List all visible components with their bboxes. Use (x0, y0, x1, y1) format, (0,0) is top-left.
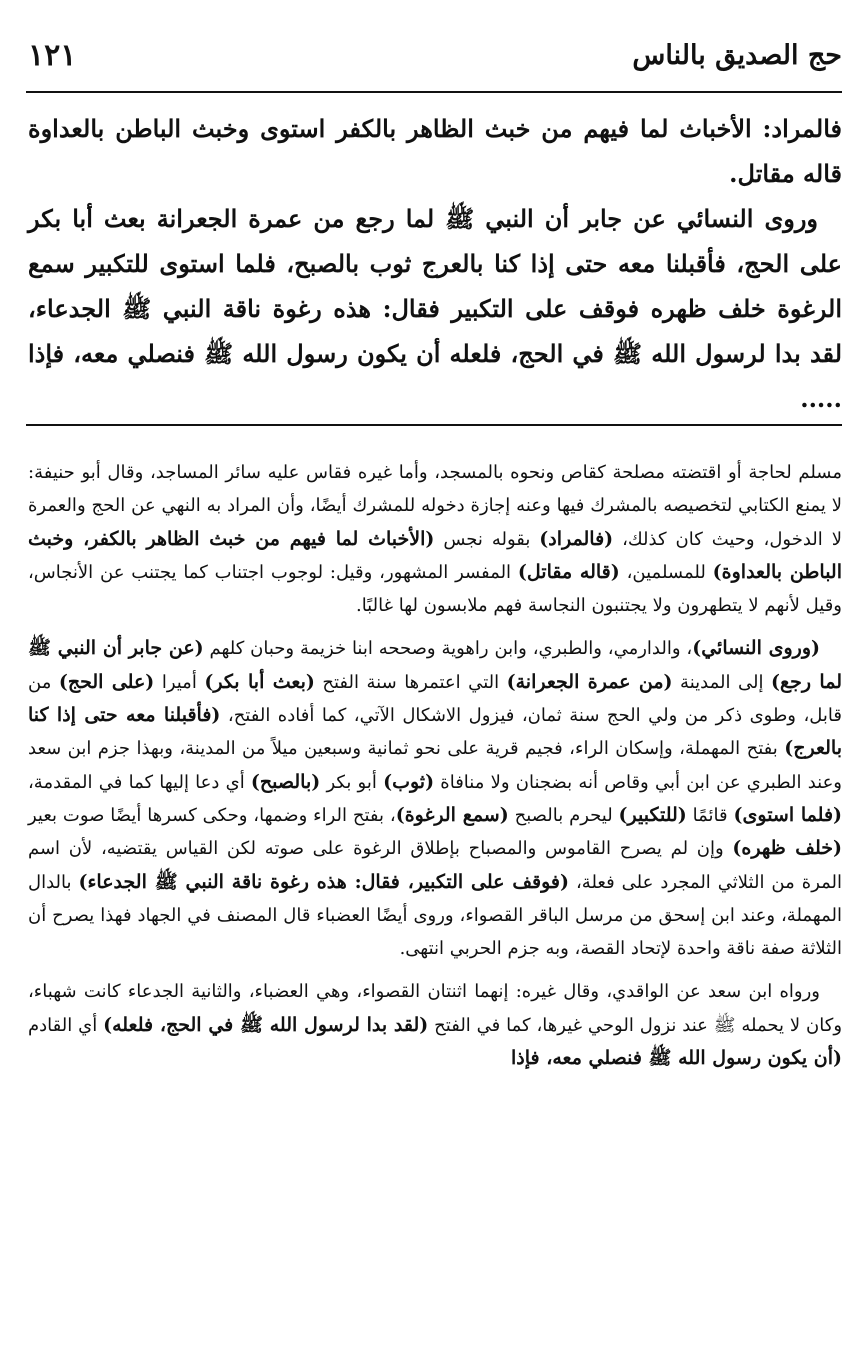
text-run: بقوله نجس (434, 528, 540, 550)
bold-quote: (أن يكون رسول الله ﷺ فنصلي معه، فإذا (511, 1047, 842, 1070)
bold-quote: (خلف ظهره) (732, 837, 842, 860)
page-header (28, 30, 842, 80)
bold-quote: (عن جابر أن النبي ﷺ لما رجع) (28, 637, 842, 693)
commentary (28, 456, 842, 1085)
text-run: قائمًا (686, 804, 734, 826)
bold-quote: (من عمرة الجعرانة) (506, 670, 673, 693)
text-run: أبو بكر (320, 771, 384, 793)
commentary-paragraph (28, 456, 842, 622)
bold-quote: (وروى النسائي) (692, 637, 820, 660)
main-text (28, 106, 842, 421)
bold-quote: (على الحج) (58, 670, 155, 693)
bold-quote: (للتكبير) (618, 803, 687, 826)
text-run: أي القادم (28, 1014, 104, 1036)
text-run: التي اعتمرها سنة الفتح (314, 671, 507, 693)
bold-quote: (لقد بدا لرسول الله ﷺ في الحج، فلعله) (103, 1013, 429, 1036)
text-run: مسلم لحاجة أو اقتضته مصلحة كقاص ونحوه بالمسجد، وأما غيره فقاس عليه سائر المساجد، وقال أبو حنيفة: لا يمنع الكتابي لتخصيصه بالمشرك فيها وعنه إجازة دخوله للمشرك أيضًا، وأن المراد به النهي عن الحج والعمرة لا الدخول، وحيث كان كذلك، (28, 462, 842, 550)
text-run: ، والدارمي، والطبري، وابن راهوية وصححه ابنا خزيمة وحبان كلهم (203, 638, 693, 660)
text-run: المفسر المشهور، وقيل: لوجوب اجتناب كما يجتنب عن الأنجاس، وقيل لأنهم لا يتطهرون ولا يجتنبون النجاسة فهم ملابسون لها غالبًا. (28, 561, 842, 617)
text-run: ، بفتح الراء وضمها، وحكى كسرها أيضًا صوت بعير (28, 804, 396, 826)
text-run: من قابل، وطوى ذكر من ولي الحج سنة ثمان، فيزول الاشكال الآتي، كما أفاده الفتح، (28, 671, 842, 727)
text-run: أميرا (154, 671, 205, 693)
bold-quote: (بعث أبا بكر) (204, 670, 315, 693)
commentary-paragraph (28, 632, 842, 965)
running-title: حج الصديق بالناس (632, 39, 842, 71)
bold-quote: (فوقف على التكبير، فقال: هذه رغوة ناقة النبي ﷺ الجدعاء) (78, 870, 569, 893)
text-run: إلى المدينة (672, 671, 771, 693)
text-run: أي دعا إليها كما في المقدمة، (28, 771, 251, 793)
text-run: ليحرم بالصبح (508, 804, 619, 826)
text-run: ورواه ابن سعد عن الواقدي، وقال غيره: إنهما اثنتان القصواء، وهي العضباء، والثانية الجدعاء كانت شهباء، وكان لا يحمله ﷺ عند نزول الوحي غيرها، كما في الفتح (28, 981, 843, 1036)
text-run: بفتح المهملة، وإسكان الراء، فجيم قرية على نحو ثمانية وسبعين ميلاً من المدينة، وبهذا جزم ابن سعد وعند الطبري عن ابن أبي وقاص أنه بضجنان ولا منافاة (28, 738, 843, 793)
bold-quote: (فالمراد) (539, 527, 614, 550)
bold-quote: (فلما استوى) (733, 803, 843, 826)
text-run: وإن لم يصرح القاموس والمصباح بإطلاق الرغوة على صوته لكن القياس يقتضيه، لأن اسم المرة من الثلاثي المجرد على فعلة، (28, 838, 843, 893)
header-rule (26, 91, 842, 93)
footnote-rule (26, 424, 842, 426)
commentary-paragraph (28, 975, 842, 1075)
page-number: ١٢١ (28, 37, 77, 73)
bold-quote: (قاله مقاتل) (517, 560, 620, 583)
main-paragraph: فالمراد: الأخباث لما فيهم من خبث الظاهر بالكفر استوى وخبث الباطن بالعداوة قاله مقاتل. (28, 114, 842, 188)
main-paragraph: وروى النسائي عن جابر أن النبي ﷺ لما رجع من عمرة الجعرانة بعث أبا بكر على الحج، فأقبلنا معه حتى إذا كنا بالعرج ثوب بالصبح، فلما استوى للتكبير سمع الرغوة خلف ظهره فوقف على التكبير فقال: هذه رغوة ناقة النبي ﷺ الجدعاء، لقد بدا لرسول الله ﷺ في الحج، فلعله أن يكون رسول الله ﷺ فنصلي معه، فإذا ..... (28, 204, 843, 413)
bold-quote: (الأخباث لما فيهم من خبث الظاهر بالكفر، وخبث الباطن بالعداوة) (28, 527, 842, 583)
text-run: للمسلمين، (619, 561, 713, 583)
bold-quote: (ثوب) (383, 770, 435, 793)
text-run: بالدال المهملة، وعند ابن إسحق من مرسل الباقر القصواء، وروى أيضًا العضباء قال المصنف في الجهاد فهذا يصرح أن الثلاثة صفة ناقة واحدة لإتحاد القصة، وبه جزم الحربي انتهى. (28, 871, 842, 960)
bold-quote: (سمع الرغوة) (395, 803, 509, 826)
bold-quote: (بالصبح) (250, 770, 321, 793)
bold-quote: (فأقبلنا معه حتى إذا كنا بالعرج) (28, 704, 842, 760)
